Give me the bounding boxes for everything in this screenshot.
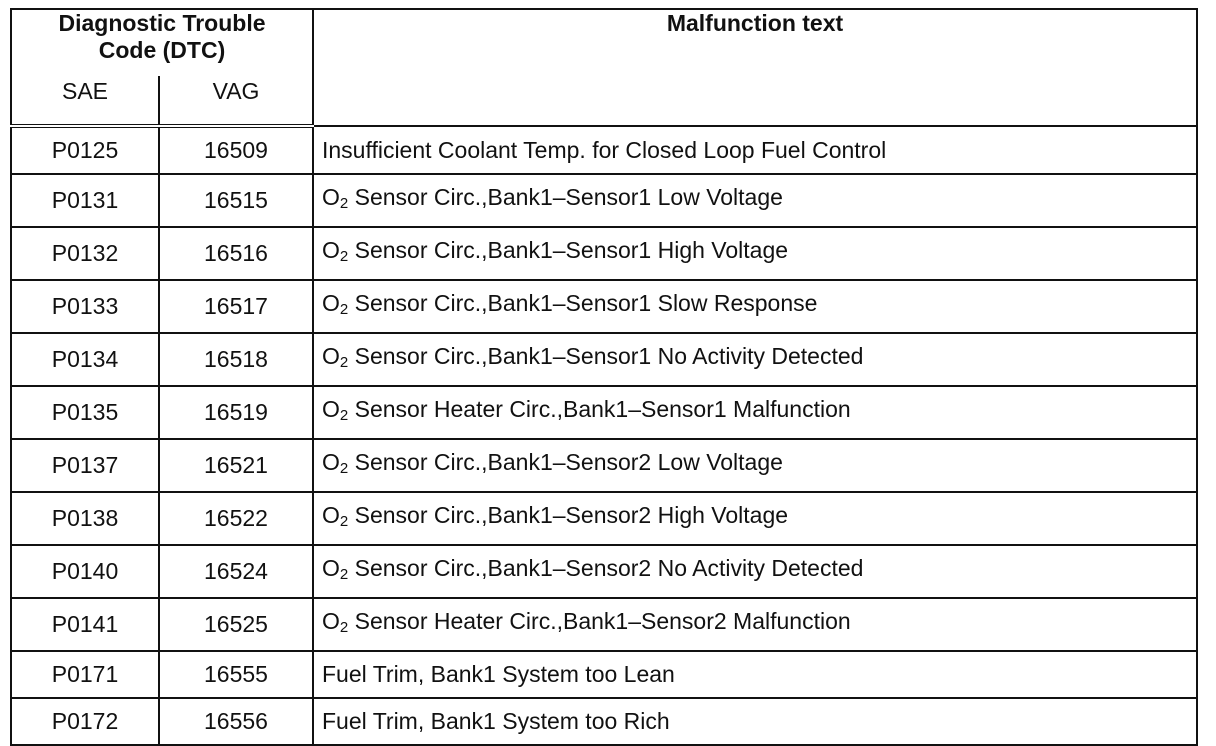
- dtc-group-header: [11, 9, 313, 76]
- o2-letter: O: [322, 184, 340, 210]
- malfunction-text-cell: [313, 126, 1197, 174]
- o2-subscript: 2: [339, 407, 349, 424]
- table-row: [11, 227, 1197, 280]
- malfunction-text-cell: [313, 598, 1197, 651]
- o2-letter: O: [322, 396, 340, 422]
- vag-code-cell: 16522: [159, 492, 313, 545]
- sae-code-cell: P0132: [11, 227, 159, 280]
- malfunction-text: Sensor Heater Circ.,Bank1–Sensor1 Malfunction: [348, 396, 851, 422]
- o2-subscript: 2: [339, 195, 349, 212]
- dtc-group-header-line1: Diagnostic Trouble: [58, 10, 266, 36]
- sae-code-cell: P0140: [11, 545, 159, 598]
- malfunction-text-cell: [313, 492, 1197, 545]
- malfunction-text: Fuel Trim, Bank1 System too Lean: [322, 661, 675, 687]
- malfunction-text: Sensor Circ.,Bank1–Sensor2 High Voltage: [348, 502, 789, 528]
- o2-subscript: 2: [339, 301, 349, 318]
- table-row: [11, 698, 1197, 745]
- table-row: [11, 174, 1197, 227]
- o2-symbol: [322, 290, 348, 316]
- dtc-table: [10, 8, 1198, 746]
- vag-code-cell: 16525: [159, 598, 313, 651]
- o2-symbol: [322, 502, 348, 528]
- o2-symbol: [322, 555, 348, 581]
- malfunction-text: Sensor Circ.,Bank1–Sensor1 No Activity Detected: [348, 343, 864, 369]
- table-header: [11, 9, 1197, 126]
- o2-letter: O: [322, 555, 340, 581]
- malfunction-text-cell: [313, 227, 1197, 280]
- o2-symbol: [322, 449, 348, 475]
- o2-symbol: [322, 608, 348, 634]
- vag-code-cell: 16556: [159, 698, 313, 745]
- malfunction-text: Sensor Circ.,Bank1–Sensor1 Low Voltage: [348, 184, 783, 210]
- vag-code-cell: 16518: [159, 333, 313, 386]
- o2-letter: O: [322, 343, 340, 369]
- o2-letter: O: [322, 290, 340, 316]
- sae-code-cell: P0133: [11, 280, 159, 333]
- o2-subscript: 2: [339, 460, 349, 477]
- vag-code-cell: 16517: [159, 280, 313, 333]
- o2-symbol: [322, 184, 348, 210]
- vag-column-header: VAG: [159, 76, 313, 126]
- sae-code-cell: P0138: [11, 492, 159, 545]
- table-row: [11, 333, 1197, 386]
- sae-code-cell: P0131: [11, 174, 159, 227]
- malfunction-text: Fuel Trim, Bank1 System too Rich: [322, 708, 670, 734]
- vag-code-cell: 16524: [159, 545, 313, 598]
- malfunction-text: Insufficient Coolant Temp. for Closed Loop Fuel Control: [322, 136, 887, 163]
- vag-code-cell: 16509: [159, 126, 313, 174]
- o2-letter: O: [322, 449, 340, 475]
- vag-code-cell: 16519: [159, 386, 313, 439]
- o2-subscript: 2: [339, 619, 349, 636]
- malfunction-text-header: Malfunction text: [313, 9, 1197, 126]
- dtc-group-header-line2: Code (DTC): [98, 37, 226, 63]
- malfunction-text: Sensor Circ.,Bank1–Sensor2 No Activity Detected: [348, 555, 864, 581]
- table-body: [11, 126, 1197, 745]
- vag-code-cell: 16515: [159, 174, 313, 227]
- table-row: [11, 280, 1197, 333]
- malfunction-text-cell: [313, 174, 1197, 227]
- malfunction-text: Sensor Circ.,Bank1–Sensor1 High Voltage: [348, 237, 789, 263]
- o2-symbol: [322, 343, 348, 369]
- malfunction-text-cell: [313, 333, 1197, 386]
- table-row: [11, 492, 1197, 545]
- table-row: [11, 386, 1197, 439]
- o2-symbol: [322, 237, 348, 263]
- vag-code-cell: 16555: [159, 651, 313, 698]
- malfunction-text-cell: [313, 545, 1197, 598]
- sae-code-cell: P0141: [11, 598, 159, 651]
- table-row: [11, 126, 1197, 174]
- malfunction-text: Sensor Heater Circ.,Bank1–Sensor2 Malfunction: [348, 608, 851, 634]
- malfunction-text-cell: [313, 280, 1197, 333]
- sae-code-cell: P0137: [11, 439, 159, 492]
- o2-subscript: 2: [339, 248, 349, 265]
- table-row: [11, 439, 1197, 492]
- malfunction-text-cell: [313, 651, 1197, 698]
- sae-code-cell: P0171: [11, 651, 159, 698]
- table-row: [11, 598, 1197, 651]
- o2-letter: O: [322, 502, 340, 528]
- malfunction-text-cell: [313, 698, 1197, 745]
- malfunction-text: Sensor Circ.,Bank1–Sensor1 Slow Response: [348, 290, 818, 316]
- vag-code-cell: 16516: [159, 227, 313, 280]
- o2-symbol: [322, 396, 348, 422]
- sae-code-cell: P0125: [11, 126, 159, 174]
- vag-code-cell: 16521: [159, 439, 313, 492]
- sae-code-cell: P0135: [11, 386, 159, 439]
- table-row: [11, 651, 1197, 698]
- o2-subscript: 2: [339, 566, 349, 583]
- o2-letter: O: [322, 237, 340, 263]
- o2-subscript: 2: [339, 354, 349, 371]
- o2-letter: O: [322, 608, 340, 634]
- sae-code-cell: P0134: [11, 333, 159, 386]
- sae-code-cell: P0172: [11, 698, 159, 745]
- table-row: [11, 545, 1197, 598]
- sae-column-header: SAE: [11, 76, 159, 126]
- malfunction-text: Sensor Circ.,Bank1–Sensor2 Low Voltage: [348, 449, 783, 475]
- malfunction-text-cell: [313, 439, 1197, 492]
- o2-subscript: 2: [339, 513, 349, 530]
- malfunction-text-cell: [313, 386, 1197, 439]
